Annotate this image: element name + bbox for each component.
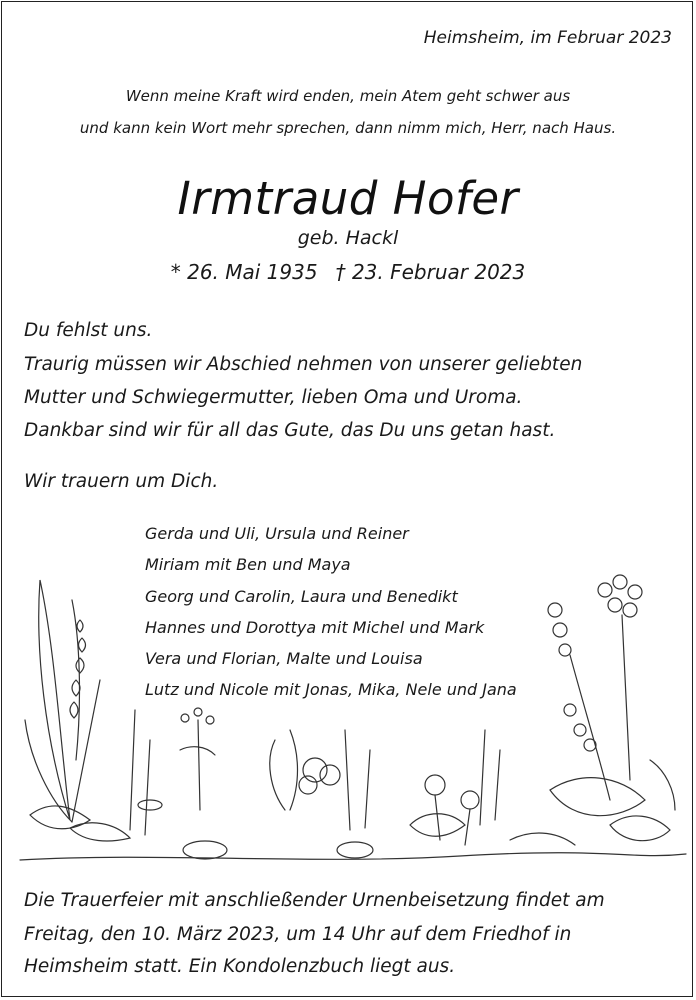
verse-line-1: Wenn meine Kraft wird enden, mein Atem geht schwer aus (125, 87, 571, 105)
mourner-line: Miriam mit Ben und Maya (145, 555, 351, 574)
mourner-line: Lutz und Nicole mit Jonas, Mika, Nele und Jana (145, 680, 517, 699)
mourner-line: Gerda und Uli, Ursula und Reiner (145, 524, 409, 543)
message-line-4: Dankbar sind wir für all das Gute, das Du uns getan hast. (24, 420, 556, 441)
birth-date: * 26. Mai 1935 (170, 260, 318, 284)
birth-name: geb. Hackl (297, 227, 399, 249)
message-line-3: Mutter und Schwiegermutter, lieben Oma und Uroma. (24, 387, 523, 408)
death-date: † 23. Februar 2023 (335, 260, 526, 284)
mourning-line: Wir trauern um Dich. (24, 471, 219, 492)
message-line-2: Traurig müssen wir Abschied nehmen von unserer geliebten (24, 354, 583, 375)
funeral-info-line-3: Heimsheim statt. Ein Kondolenzbuch liegt aus. (24, 956, 456, 977)
mourner-line: Hannes und Dorottya mit Michel und Mark (145, 618, 485, 637)
flower-illustration (10, 560, 690, 870)
mourner-line: Georg und Carolin, Laura und Benedikt (145, 587, 458, 606)
message-line-1: Du fehlst uns. (24, 320, 153, 341)
verse-line-2: und kann kein Wort mehr sprechen, dann nimm mich, Herr, nach Haus. (79, 119, 617, 137)
funeral-info-line-1: Die Trauerfeier mit anschließender Urnenbeisetzung findet am (24, 890, 605, 911)
place-date: Heimsheim, im Februar 2023 (423, 28, 672, 48)
funeral-info-line-2: Freitag, den 10. März 2023, um 14 Uhr auf dem Friedhof in (24, 924, 572, 945)
life-dates (0, 260, 696, 284)
deceased-name: Irmtraud Hofer (177, 172, 519, 225)
mourner-line: Vera und Florian, Malte und Louisa (145, 649, 423, 668)
